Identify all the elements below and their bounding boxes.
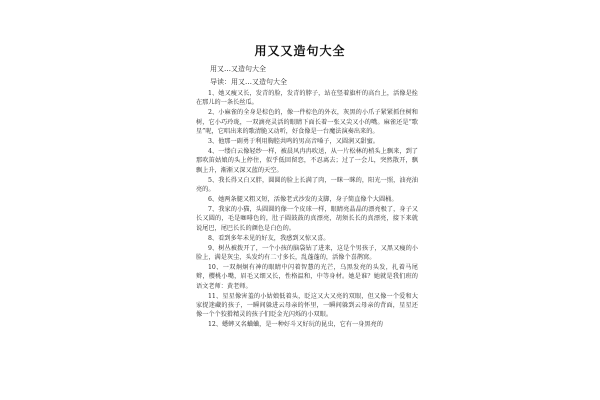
paragraph: 8、看到多年未见的好友，我感到又惊又喜。	[208, 234, 330, 242]
document-title: 用又又造句大全	[254, 44, 346, 58]
paragraph: 10、一双炯炯有神的眼睛中闪着智慧的光芒，乌黑发亮的头发，扎着马尾辫，樱桃小嘴，眉毛又细又长，性格温和，中等身材。她是谁？她就是我们班的语文老师：黄老师。	[196, 263, 418, 290]
paragraph: 9、树丛被拨开了，一个小孩的脑袋钻了进来，这是个男孩子，又黑又瘦的小脸上，满是灰尘，头发约有二寸多长，乱蓬蓬的，活像个喜鹊窝。	[196, 244, 418, 261]
document-subtitle: 用又…又造句大全	[210, 65, 266, 73]
paragraph: 3、他那一副勇于利用胸腔共鸣的男高音嗓子，又圆润又甜蜜。	[208, 138, 379, 146]
paragraph: 12、蟋蟀又名蛐蛐，是一种好斗又好玩的昆虫，它有一身黑亮的	[208, 321, 383, 329]
paragraph: 2、小麻雀的全身是棕色的，像一件棕色的外衣，灰黑的小爪子紧紧抓住树和树，它小巧玲珑，一双滴亮灵活的眼睛下面长着一张又尖又小的嘴。麻雀还是“歌星”呢，它唱出来的歌清脆又动听，好食像是一台魔法演奏出来的。	[196, 109, 418, 136]
paragraph: 1、她又瘦又长，发青的脸，发青的脖子，站在竖着旗杆的高台上，活像是拴在那儿的一条长丝瓜。	[196, 90, 418, 107]
paragraph: 5、我长得又白又胖，圆圆的脸上长满了肉，一眯一眯的，阳光一照，油亮油亮的。	[196, 176, 418, 194]
paragraph: 7、我家的小猫，头圆圆的像一个皮球一样，眼睛亮晶晶的漂亮极了，身子又长又圆的，毛是咖啡色的，肚子圆鼓鼓的真漂亮，胡须长长的真漂亮，接下来就说尾巴，尾巴长长的颜色是白色的。	[196, 205, 418, 232]
paragraph: 6、她两条腿又粗又短，活像老式沙发的支脚，身子简直像个大圆桶。	[208, 195, 398, 203]
paragraph: 4、一缕白云像轻纱一样，被晨风冉冉吹送，从一片松林的梢头上飘来，到了那吹笛姑娘的头上停住，似乎低回留恋，不忍离去；过了一会儿，突然散开，飘飘上升，渐渐又深又蓝的天空。	[196, 147, 418, 174]
document-body	[196, 89, 418, 330]
paragraph: 11、星星像害羞的小姑娘低着头，眨这又大又亮的双眼，但又像一个爱和大家捉迷藏的孩子，一瞬间躲进云母亲的怀里，一瞬间躲到云母亲的背面，星星还像一个个狡猾精灵的孩子们眨金光闪烁的小双眼。	[196, 292, 418, 319]
document-guide: 导读：用又…又造句大全	[210, 78, 287, 86]
